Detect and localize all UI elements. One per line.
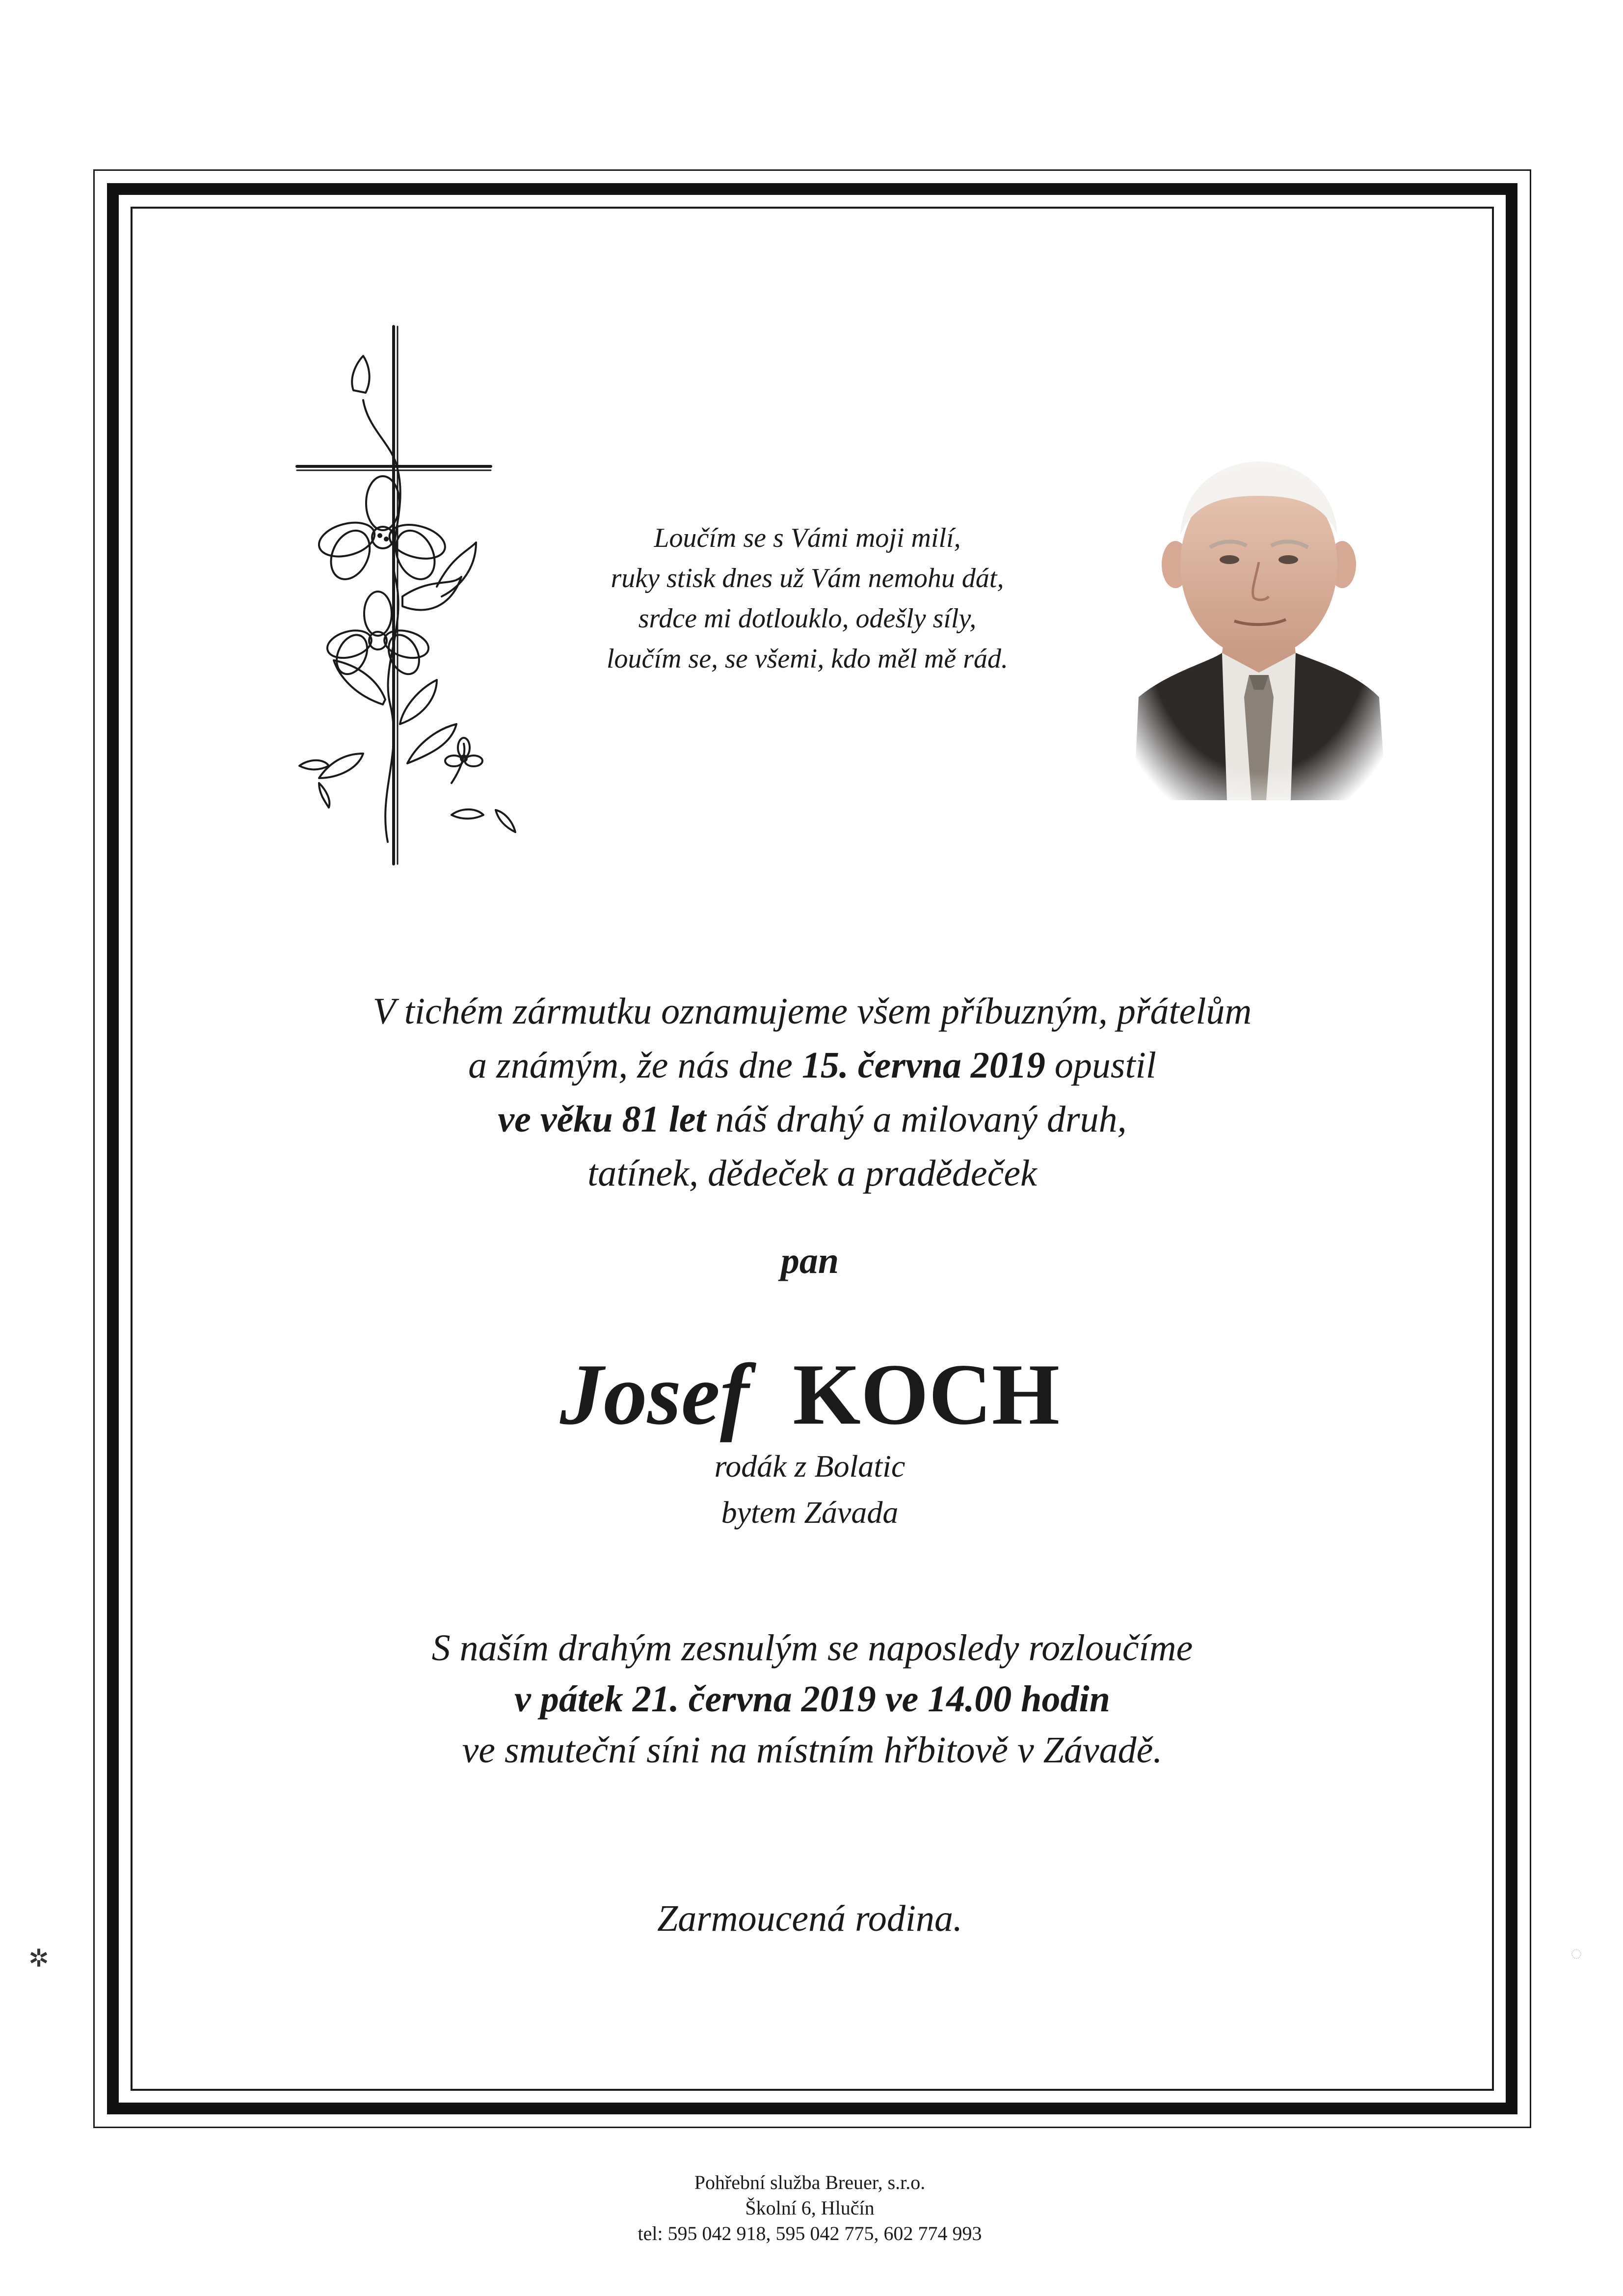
company-address: Školní 6, Hlučín bbox=[745, 2197, 875, 2219]
farewell-line: S naším drahým zesnulým se naposledy rozloučíme bbox=[431, 1627, 1193, 1669]
deceased-name bbox=[442, 1345, 1178, 1443]
scan-speck-icon: ✲ bbox=[28, 1945, 49, 1972]
funeral-details bbox=[196, 1622, 1428, 1776]
funeral-service-footer bbox=[515, 2170, 1104, 2246]
age-at-death: ve věku 81 let bbox=[498, 1099, 706, 1140]
verse-line: loučím se, se všemi, kdo měl mě rád. bbox=[606, 644, 1008, 674]
memorial-verse bbox=[530, 518, 1085, 679]
announcement-line bbox=[196, 1092, 1428, 1146]
cross-with-flowers-icon bbox=[290, 322, 545, 869]
deceased-origin bbox=[540, 1443, 1080, 1536]
portrait-photo bbox=[1124, 442, 1394, 800]
company-name: Pohřební služba Breuer, s.r.o. bbox=[694, 2171, 926, 2193]
verse-line: Loučím se s Vámi moji milí, bbox=[654, 523, 961, 553]
residence: bytem Závada bbox=[721, 1495, 899, 1530]
announcement-text: opustil bbox=[1045, 1045, 1156, 1086]
death-date: 15. června 2019 bbox=[801, 1045, 1045, 1086]
birthplace: rodák z Bolatic bbox=[714, 1449, 905, 1484]
family-signature: Zarmoucená rodina. bbox=[657, 1898, 963, 1939]
announcement-line: V tichém zármutku oznamujeme všem příbuzným, přátelům bbox=[372, 991, 1252, 1032]
death-announcement bbox=[196, 984, 1428, 1200]
announcement-text: a známým, že nás dne bbox=[468, 1045, 802, 1086]
honorific: pan bbox=[780, 1240, 839, 1281]
announcement-text: náš drahý a milovaný druh, bbox=[706, 1099, 1127, 1140]
announcement-line bbox=[196, 1038, 1428, 1092]
last-name: KOCH bbox=[793, 1346, 1060, 1443]
funeral-datetime: v pátek 21. června 2019 ve 14.00 hodin bbox=[514, 1678, 1110, 1720]
funeral-location: ve smuteční síni na místním hřbitově v Závadě. bbox=[462, 1729, 1163, 1771]
verse-line: ruky stisk dnes už Vám nemohu dát, bbox=[611, 563, 1004, 594]
verse-line: srdce mi dotlouklo, odešly síly, bbox=[638, 603, 977, 634]
scan-speck-icon: ◌ bbox=[1570, 1942, 1582, 1964]
first-name: Josef bbox=[559, 1346, 749, 1443]
company-phone: tel: 595 042 918, 595 042 775, 602 774 993 bbox=[638, 2222, 982, 2244]
announcement-line: tatínek, dědeček a pradědeček bbox=[587, 1153, 1037, 1194]
